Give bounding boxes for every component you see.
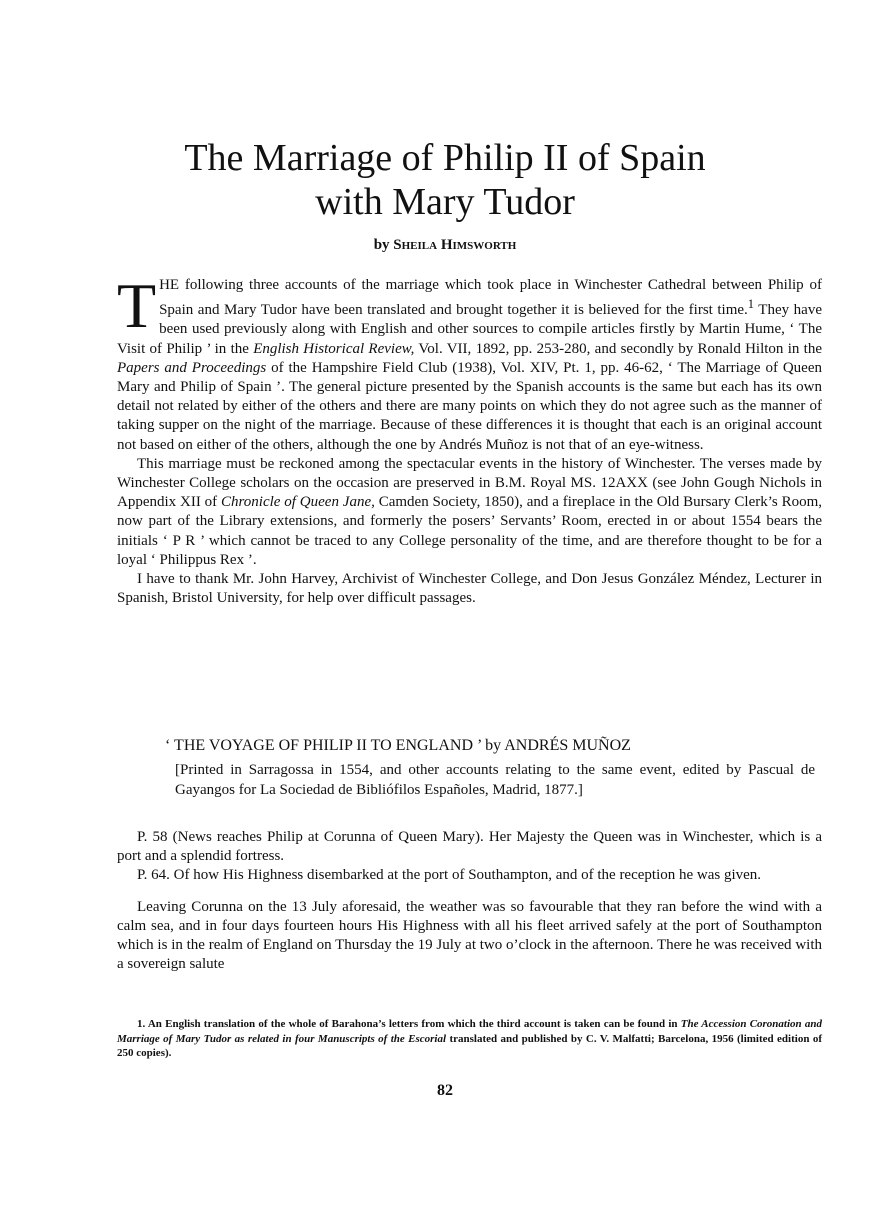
footnote-number: 1. [137,1018,146,1030]
title-line-2: with Mary Tudor [315,181,575,223]
p1-text-b: They have been used previously along with English and other sources to compile articles firstly by Martin Hume, ‘ The Visit of Philip ’ in the [117,302,822,357]
paragraph-5: P. 64. Of how His Highness disembarked at the port of Southampton, and of the reception he was given. [137,867,762,884]
paragraph-2 [117,455,822,570]
intro-text [117,270,822,608]
author-byline [0,237,890,254]
article-title [0,136,890,224]
section-header [165,737,825,800]
fn-italic-1: The Accession Coronation and Marriage of Mary Tudor as related in four Manuscripts of the Escorial [117,1018,822,1045]
paragraph-3: I have to thank Mr. John Harvey, Archivist of Winchester College, and Don Jesus González Méndez, Lecturer in Spanish, Bristol University, for help over difficult passages. [117,571,822,607]
title-line-1: The Marriage of Philip II of Spain [184,137,706,179]
p1-italic-1: English Historical Review, [253,340,415,357]
fn-text-a: An English translation of the whole of Barahona’s letters from which the third account is taken can be found in [145,1018,681,1030]
footnote-ref: 1 [747,297,755,312]
footnote [117,1017,822,1061]
p1-text-c: Vol. VII, 1892, pp. 253-280, and secondly by Ronald Hilton in the [414,340,822,357]
author-by: by [373,237,390,253]
drop-cap: T [117,270,157,341]
section-heading: ‘ THE VOYAGE OF PHILIP II TO ENGLAND ’ by ANDRÉS MUÑOZ [165,737,631,754]
page-number: 82 [437,1082,453,1099]
p1-text-a: HE following three accounts of the marriage which took place in Winchester Cathedral between Philip of Spain and Mary Tudor have been translated and brought together it is believed for the first time. [159,277,822,319]
section-note: [Printed in Sarragossa in 1554, and other accounts relating to the same event, edited by Pascual de Gayangos for La Sociedad de Bibliófilos Españoles, Madrid, 1877.] [175,762,815,798]
p2-text-a: This marriage must be reckoned among the spectacular events in the history of Winchester. The verses made by Winchester College scholars on the occasion are preserved in B.M. Royal MS. 12AXX (see John Gough Nichols in Appendix XII of [117,455,822,511]
p1-text-d: of the Hampshire Field Club (1938), Vol. XIV, Pt. 1, pp. 46-62, ‘ The Marriage of Queen Mary and Philip of Spain ’. The general picture presented by the Spanish accounts is the same but each has its own detail not related by either of the others and there are many points on which they do not agree such as the manner of taking supper on the night of the marriage. Because of these differences it is thought that each is an original account not based on either of the others, although the one by Andrés Muñoz is not that of an eye-witness. [117,359,822,453]
p1-italic-2: Papers and Proceedings [117,359,267,376]
section-text [117,828,822,974]
paragraph-6: Leaving Corunna on the 13 July aforesaid, the weather was so favourable that they ran before the wind with a calm sea, and in four days fourteen hours His Highness with all his fleet arrived safely at the port of Southampton which is in the realm of England on Thursday the 19 July at two o’clock in the afternoon. There he was received with a sovereign salute [117,898,822,973]
paragraph-4: P. 58 (News reaches Philip at Corunna of Queen Mary). Her Majesty the Queen was in Winchester, which is a port and a splendid fortress. [117,829,822,865]
fn-text-b: translated and published by C. V. Malfatti; Barcelona, 1956 (limited edition of 250 copies). [117,1032,822,1059]
p2-italic-1: Chronicle of Queen Jane, [221,494,375,511]
paragraph-1 [117,270,822,455]
p2-text-b: Camden Society, 1850), and a fireplace in the Old Bursary Clerk’s Room, now part of the Library extensions, and formerly the posers’ Servants’ Room, erected in or about 1554 bears the initials ‘ P R ’ which cannot be traced to any College personality of the time, and are therefore thought to be for a loyal ‘ Philippus Rex ’. [117,494,822,568]
footnote-1 [117,1017,822,1061]
author-name: Sheila Himsworth [393,237,517,253]
